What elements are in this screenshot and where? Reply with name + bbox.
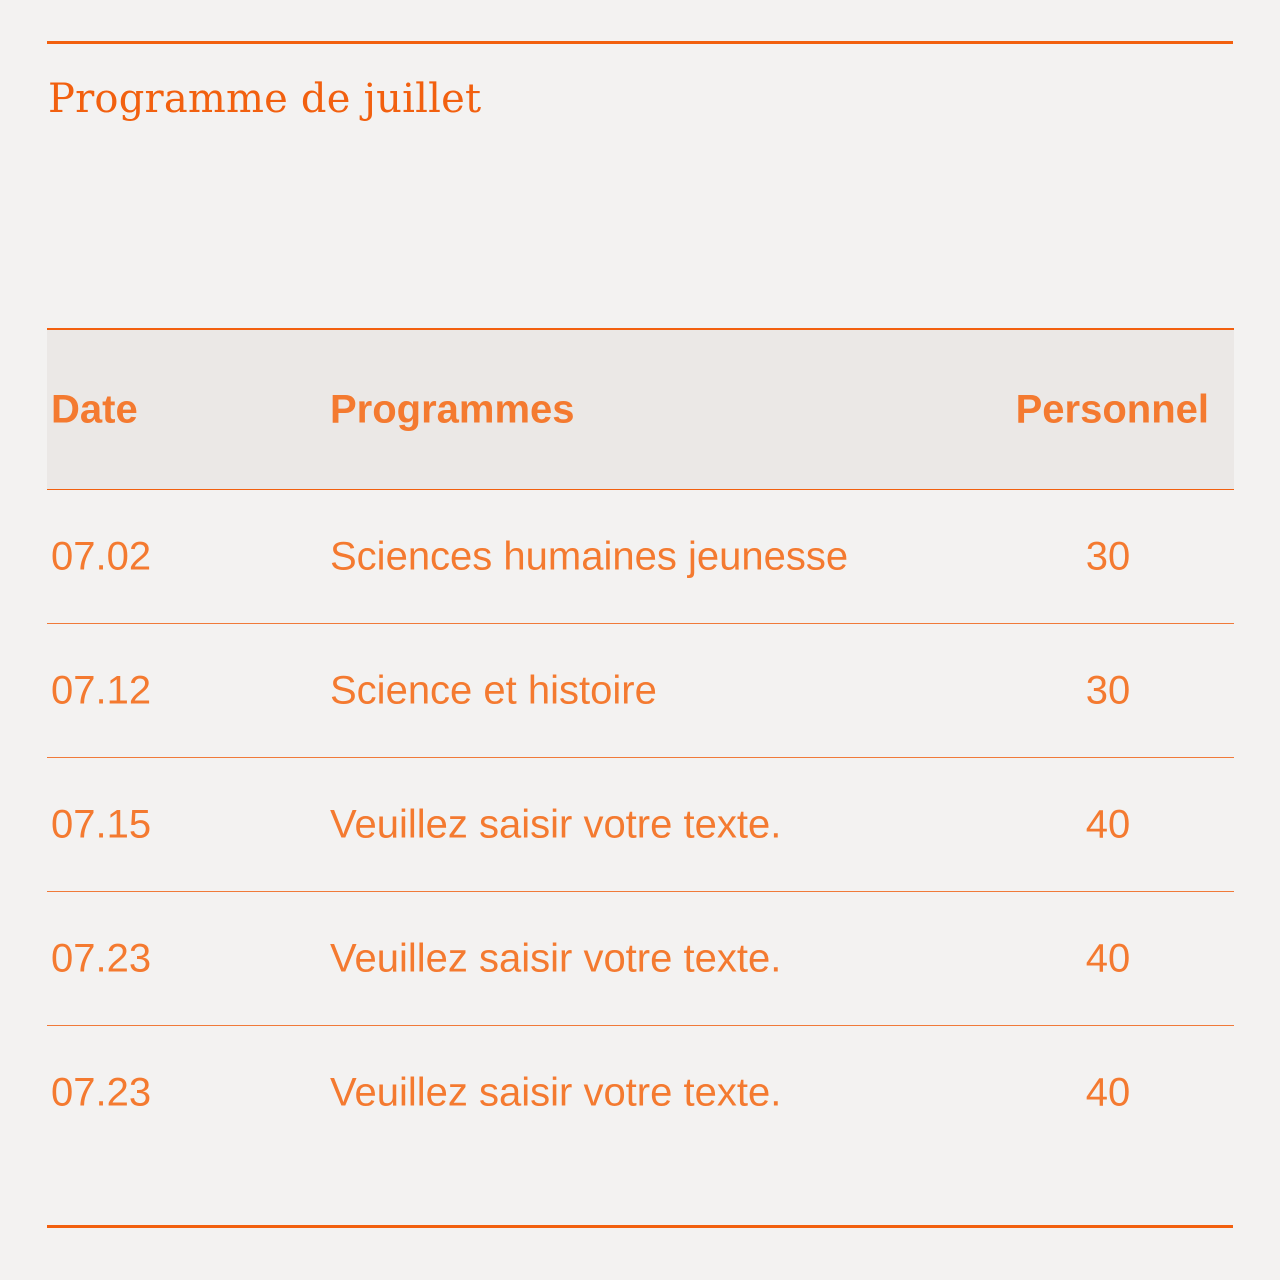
programme-cell: Sciences humaines jeunesse — [330, 534, 849, 578]
date-cell: 07.02 — [51, 534, 152, 578]
table-row: 07.23 Veuillez saisir votre texte. 40 — [47, 892, 1234, 1026]
table-row: 07.23 Veuillez saisir votre texte. 40 — [51, 1070, 1131, 1114]
top-rule — [47, 41, 1233, 44]
date-cell: 07.23 — [51, 936, 152, 980]
schedule-table — [47, 328, 1234, 1159]
header-date: Date — [51, 387, 138, 431]
table-row: 07.02 Sciences humaines jeunesse 30 — [47, 490, 1234, 624]
programme-cell: Veuillez saisir votre texte. — [330, 936, 782, 980]
programme-cell: Veuillez saisir votre texte. — [330, 1070, 782, 1114]
programme-cell: Science et histoire — [330, 668, 657, 712]
date-cell: 07.12 — [51, 668, 152, 712]
table-row: 07.15 Veuillez saisir votre texte. 40 — [47, 758, 1234, 892]
page-title: Programme de juillet — [48, 76, 482, 122]
table-row: 07.12 Science et histoire 30 — [47, 624, 1234, 758]
bottom-rule — [47, 1225, 1233, 1228]
date-cell: 07.23 — [51, 1070, 152, 1114]
table-header — [47, 328, 1234, 490]
date-cell: 07.15 — [51, 802, 152, 846]
programme-cell: Veuillez saisir votre texte. — [330, 802, 782, 846]
header-programmes: Programmes — [330, 387, 575, 431]
header-personnel: Personnel — [1015, 387, 1209, 431]
